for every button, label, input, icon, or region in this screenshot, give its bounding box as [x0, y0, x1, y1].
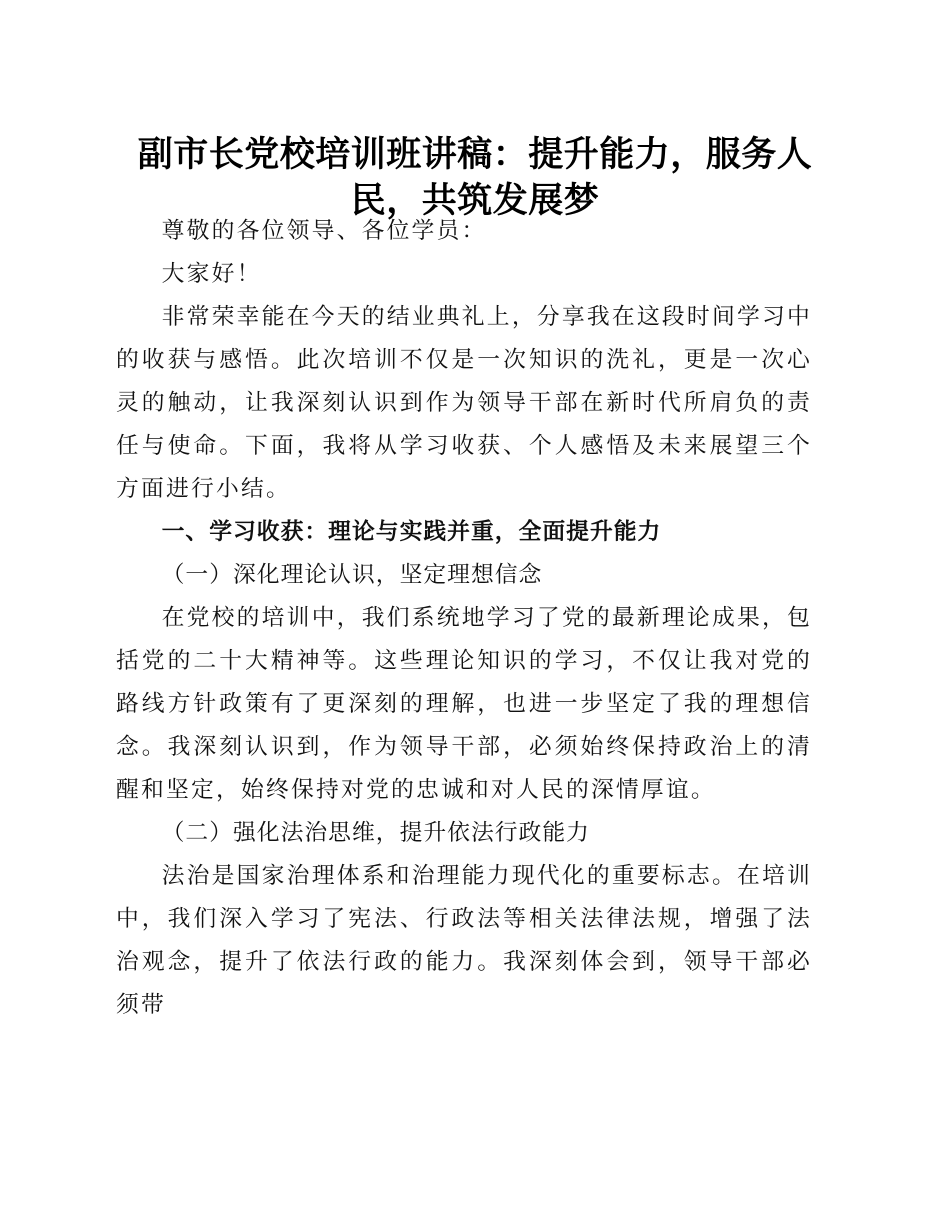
- subsection-heading-1: （一）深化理论认识，坚定理想信念: [161, 562, 543, 588]
- intro-paragraph: 非常荣幸能在今天的结业典礼上，分享我在这段时间学习中的收获与感悟。此次培训不仅是一次知识的洗礼，更是一次心灵的触动，让我深刻认识到作为领导干部在新时代所肩负的责任与使命。下面，我将从学习收获、个人感悟及未来展望三个方面进行小结。: [116, 304, 812, 502]
- salutation: 尊敬的各位领导、各位学员：: [161, 218, 487, 244]
- subsection-2-paragraph: 法治是国家治理体系和治理能力现代化的重要标志。在培训中，我们深入学习了宪法、行政法等相关法律法规，增强了法治观念，提升了依法行政的能力。我深刻体会到，领导干部必须带: [116, 863, 812, 1018]
- document-body: [116, 210, 812, 1027]
- greeting: 大家好！: [161, 261, 262, 287]
- subsection-heading-2: （二）强化法治思维，提升依法行政能力: [161, 820, 590, 846]
- document-title: 副市长党校培训班讲稿：提升能力，服务人民，共筑发展梦: [137, 134, 813, 221]
- subsection-1-paragraph: 在党校的培训中，我们系统地学习了党的最新理论成果，包括党的二十大精神等。这些理论知识的学习，不仅让我对党的路线方针政策有了更深刻的理解，也进一步坚定了我的理想信念。我深刻认识到，作为领导干部，必须始终保持政治上的清醒和坚定，始终保持对党的忠诚和对人民的深情厚谊。: [116, 605, 812, 803]
- section-heading-1: 一、学习收获：理论与实践并重，全面提升能力: [161, 519, 662, 545]
